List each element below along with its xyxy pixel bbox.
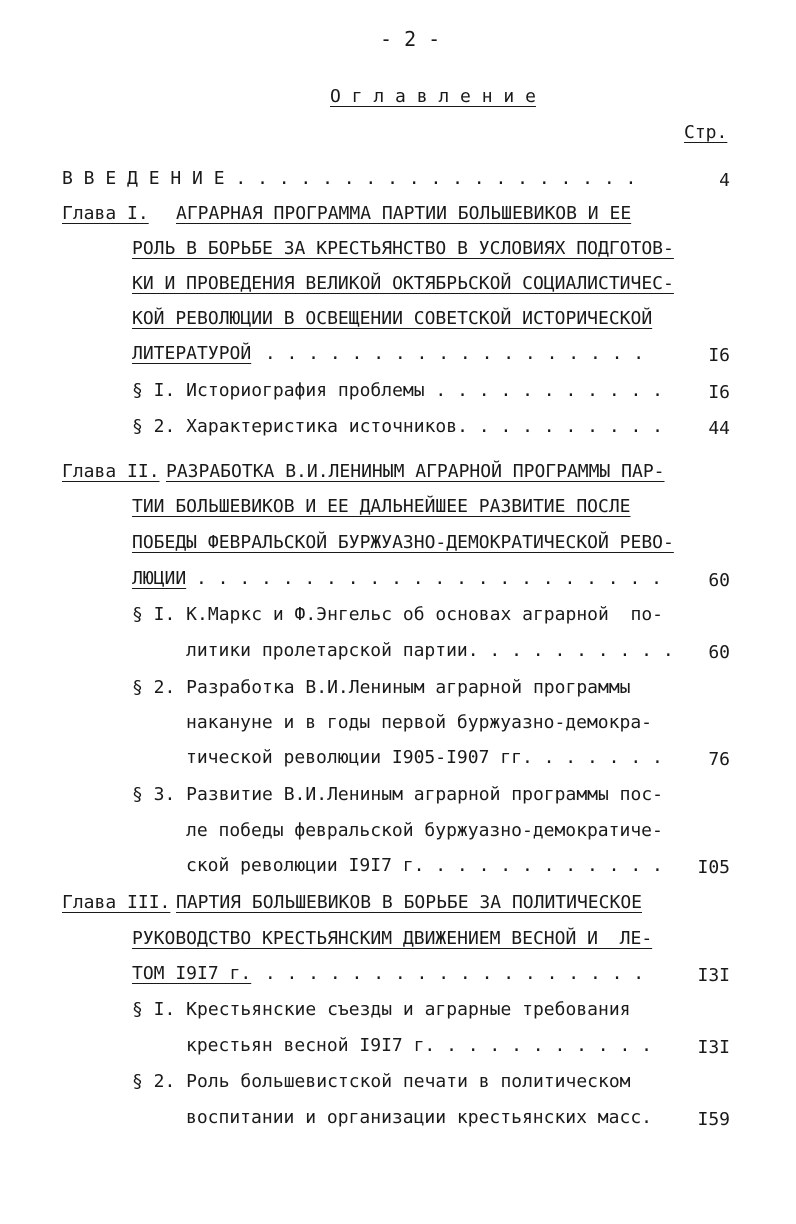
page-ref-section-2-3: I05 <box>697 857 730 878</box>
page-ref-chapter-3: I3I <box>697 965 730 986</box>
section-2-3-line-2: ле победы февральской буржуазно-демократиче- <box>186 820 663 841</box>
section-1-2: § 2. Характеристика источников. . . . . . . . . . <box>132 416 664 437</box>
page-number: - 2 - <box>380 27 441 51</box>
chapter-2-title-line-3: ПОБЕДЫ ФЕВРАЛЬСКОЙ БУРЖУАЗНО-ДЕМОКРАТИЧЕСКОЙ РЕВО- <box>132 532 674 553</box>
section-2-3-line-1: § 3. Развитие В.И.Лениным аграрной программы пос- <box>132 784 664 805</box>
chapter-3-title-line-3: ТОМ I9I7 г. <box>132 963 252 984</box>
section-2-2-line-1: § 2. Разработка В.И.Лениным аграрной программы <box>132 677 631 698</box>
chapter-2-title-line-2: ТИИ БОЛЬШЕВИКОВ И ЕЕ ДАЛЬНЕЙШЕЕ РАЗВИТИЕ ПОСЛЕ <box>132 496 631 517</box>
section-2-2-line-2: накануне и в годы первой буржуазно-демокра- <box>186 712 652 733</box>
toc-heading: О г л а в л е н и е <box>330 86 536 107</box>
section-3-1-line-2: крестьян весной I9I7 г. . . . . . . . . . . <box>186 1035 652 1056</box>
page-ref-section-3-2: I59 <box>697 1109 730 1130</box>
section-2-1-line-2: литики пролетарской партии. . . . . . . . . . <box>186 640 674 661</box>
chapter-2-title-line-4: ЛЮЦИИ <box>132 568 187 589</box>
page-ref-section-2-2: 76 <box>708 749 730 770</box>
chapter-1-label: Глава I. <box>62 203 149 224</box>
page-ref-section-2-1: 60 <box>708 642 730 663</box>
page-ref-section-1-2: 44 <box>708 418 730 439</box>
chapter-1-title-line-5: ЛИТЕРАТУРОЙ <box>132 343 252 364</box>
chapter-2-label: Глава II. <box>62 461 160 482</box>
chapter-1-title-line-1: АГРАРНАЯ ПРОГРАММА ПАРТИИ БОЛЬШЕВИКОВ И ЕЕ <box>176 203 632 224</box>
section-3-2-line-1: § 2. Роль большевистской печати в политическом <box>132 1071 631 1092</box>
chapter-3-leader-dots: . . . . . . . . . . . . . . . . . . <box>254 963 645 984</box>
section-2-2-line-3: тической революции I905-I907 гг. . . . . . . <box>186 747 663 768</box>
toc-intro: В В Е Д Е Н И Е . . . . . . . . . . . . . . . . . . . <box>62 168 637 189</box>
page-ref-section-1-1: I6 <box>708 382 730 403</box>
section-3-2-line-2: воспитании и организации крестьянских масс. <box>186 1107 652 1128</box>
section-1-1: § I. Историография проблемы . . . . . . . . . . . <box>132 380 664 401</box>
section-3-1-line-1: § I. Крестьянские съезды и аграрные требования <box>132 999 631 1020</box>
section-2-3-line-3: ской революции I9I7 г. . . . . . . . . . . . <box>186 855 663 876</box>
page-ref-chapter-1: I6 <box>708 345 730 366</box>
page-column-label: Стр. <box>684 122 728 143</box>
page-ref-chapter-2: 60 <box>708 570 730 591</box>
chapter-1-leader-dots: . . . . . . . . . . . . . . . . . . <box>254 343 645 364</box>
chapter-1-title-line-2: РОЛЬ В БОРЬБЕ ЗА КРЕСТЬЯНСТВО В УСЛОВИЯХ ПОДГОТОВ- <box>132 238 674 259</box>
chapter-3-title-line-1: ПАРТИЯ БОЛЬШЕВИКОВ В БОРЬБЕ ЗА ПОЛИТИЧЕСКОЕ <box>176 892 642 913</box>
section-2-1-line-1: § I. К.Маркс и Ф.Энгельс об основах аграрной по- <box>132 604 664 625</box>
chapter-3-title-line-2: РУКОВОДСТВО КРЕСТЬЯНСКИМ ДВИЖЕНИЕМ ВЕСНОЙ И ЛЕ- <box>132 928 653 949</box>
page-ref-section-3-1: I3I <box>697 1037 730 1058</box>
chapter-3-label: Глава III. <box>62 892 171 913</box>
chapter-1-title-line-3: КИ И ПРОВЕДЕНИЯ ВЕЛИКОЙ ОКТЯБРЬСКОЙ СОЦИАЛИСТИЧЕС- <box>132 273 674 294</box>
chapter-1-title-line-4: КОЙ РЕВОЛЮЦИИ В ОСВЕЩЕНИИ СОВЕТСКОЙ ИСТОРИЧЕСКОЙ <box>132 308 653 329</box>
chapter-2-title-line-1: РАЗРАБОТКА В.И.ЛЕНИНЫМ АГРАРНОЙ ПРОГРАММЫ ПАР- <box>166 461 665 482</box>
page-ref-intro: 4 <box>719 170 730 191</box>
chapter-2-leader-dots: . . . . . . . . . . . . . . . . . . . . . . <box>196 568 662 589</box>
